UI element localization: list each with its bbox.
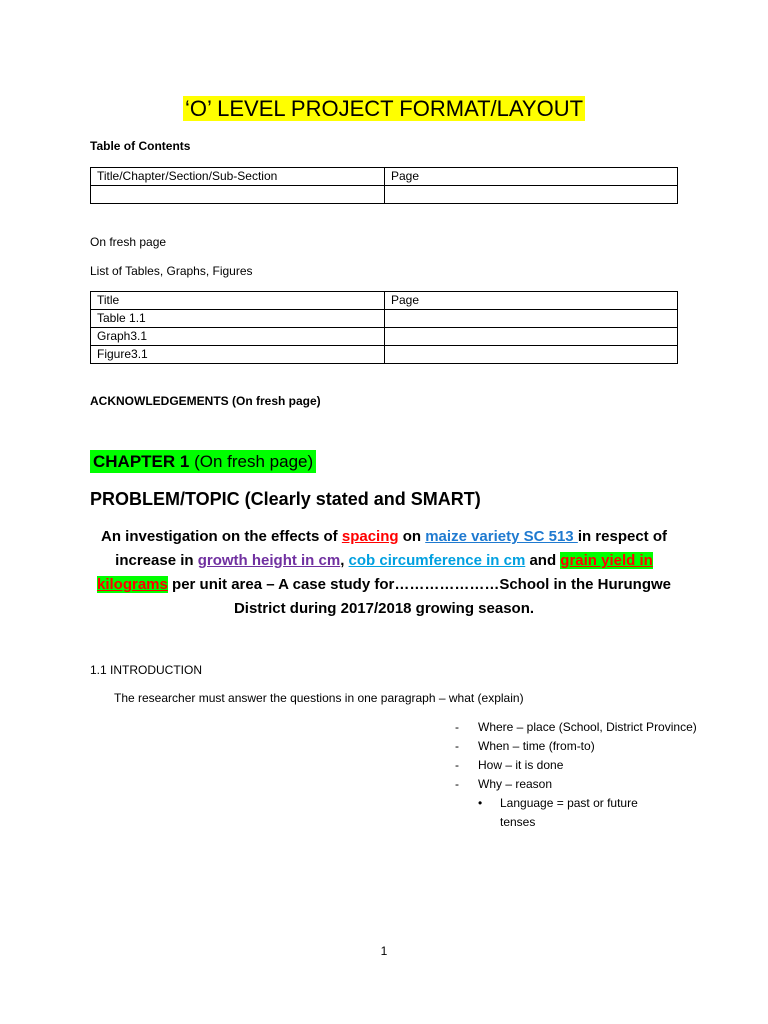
cob-keyword: cob circumference in cm <box>348 552 526 569</box>
chapter-note: (On fresh page) <box>194 452 314 471</box>
table-cell <box>385 186 678 204</box>
list-item-text: Where – place (School, District Province) <box>478 720 697 734</box>
dash-marker: - <box>455 739 459 753</box>
table-row <box>91 328 678 346</box>
table-row <box>91 186 678 204</box>
chapter-label: CHAPTER 1 <box>93 452 190 471</box>
list-table <box>90 291 678 364</box>
page-number: 1 <box>380 944 388 958</box>
fresh-page-note: On fresh page <box>90 235 167 249</box>
table-cell: Figure3.1 <box>91 346 385 364</box>
bullet-marker: • <box>478 796 483 810</box>
introduction-paragraph: The researcher must answer the questions in one paragraph – what (explain) <box>114 691 524 705</box>
table-cell <box>385 328 678 346</box>
dash-marker: - <box>455 758 459 772</box>
document-title-text: ‘O’ LEVEL PROJECT FORMAT/LAYOUT <box>184 96 584 121</box>
document-title <box>0 94 768 124</box>
introduction-heading: 1.1 INTRODUCTION <box>90 663 203 677</box>
question-list <box>455 718 705 832</box>
list-heading: List of Tables, Graphs, Figures <box>90 264 253 278</box>
problem-topic-heading: PROBLEM/TOPIC (Clearly stated and SMART) <box>90 489 481 509</box>
toc-heading: Table of Contents <box>90 139 191 153</box>
table-cell: Table 1.1 <box>91 310 385 328</box>
spacing-keyword: spacing <box>341 528 399 545</box>
dash-marker: - <box>455 777 459 791</box>
dash-marker: - <box>455 720 459 734</box>
table-cell: Title <box>91 292 385 310</box>
table-row <box>91 168 678 186</box>
statement-text: An investigation on the effects of <box>101 528 342 545</box>
grain-keyword: grain yield in kilograms <box>96 552 653 593</box>
list-item <box>455 794 705 832</box>
table-row <box>91 346 678 364</box>
table-cell: Page <box>385 168 678 186</box>
list-item-text: Why – reason <box>478 777 553 791</box>
statement-text: per unit area – A case study for…………………School in the Hurungwe District during 2017/2018 growing season. <box>167 576 671 617</box>
growth-keyword: growth height in cm <box>197 552 341 569</box>
variety-keyword: maize variety SC 513 <box>425 528 578 545</box>
table-cell <box>91 186 385 204</box>
list-item-text: Language = past or future tenses <box>500 796 638 829</box>
table-cell: Page <box>385 292 678 310</box>
statement-text: and <box>525 552 561 569</box>
list-item <box>455 756 705 775</box>
chapter-heading <box>90 452 316 472</box>
list-item <box>455 718 705 737</box>
list-item-text: When – time (from-to) <box>478 739 595 753</box>
table-row <box>91 310 678 328</box>
statement-text: , <box>340 552 349 569</box>
research-statement <box>90 525 678 621</box>
table-cell <box>385 346 678 364</box>
table-cell: Graph3.1 <box>91 328 385 346</box>
table-cell: Title/Chapter/Section/Sub-Section <box>91 168 385 186</box>
list-item <box>455 775 705 794</box>
table-row <box>91 292 678 310</box>
statement-text: in respect of increase in <box>115 528 667 569</box>
toc-table <box>90 167 678 204</box>
list-item <box>455 737 705 756</box>
statement-text: on <box>398 528 426 545</box>
acknowledgements-heading: ACKNOWLEDGEMENTS (On fresh page) <box>90 394 321 408</box>
list-item-text: How – it is done <box>478 758 564 772</box>
table-cell <box>385 310 678 328</box>
chapter-highlight <box>90 450 316 473</box>
